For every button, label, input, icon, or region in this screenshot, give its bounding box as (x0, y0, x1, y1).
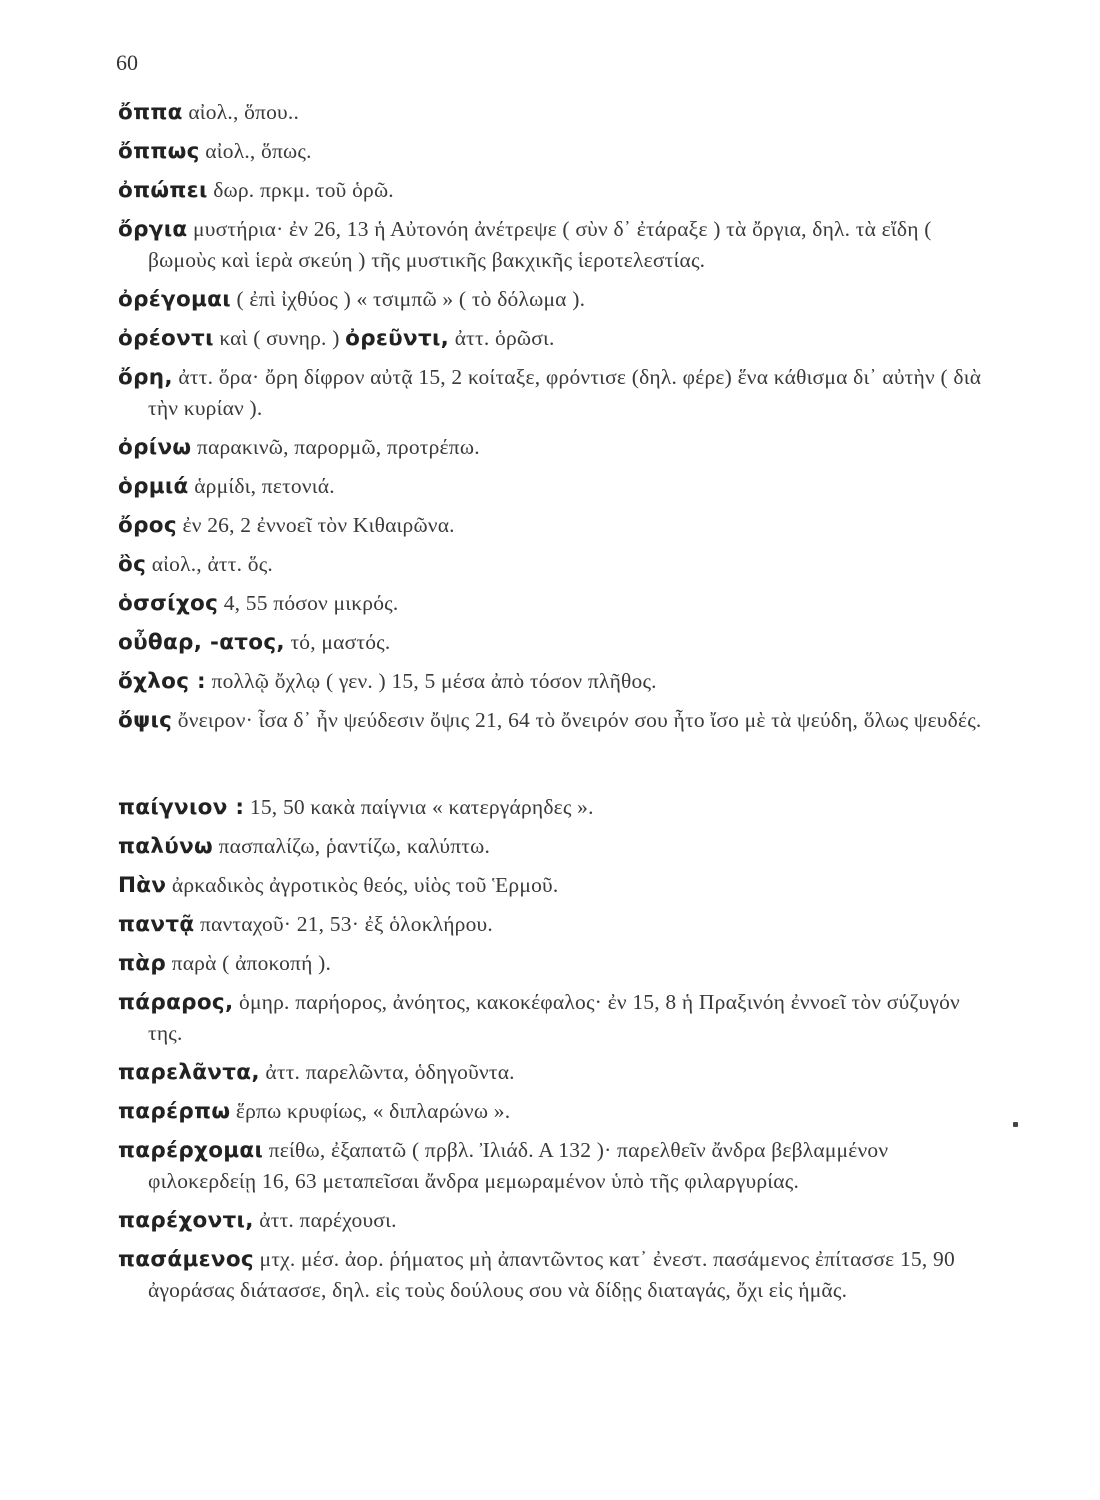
entry-lemma: ὀπώπει (118, 178, 208, 203)
entry (118, 471, 998, 502)
entry-lemma: πάραρος, (118, 990, 234, 1015)
entry-lemma: ὄχλος : (118, 669, 206, 694)
entry-definition: παρὰ ( ἀποκοπή ). (166, 951, 332, 975)
entry (118, 97, 998, 128)
entry-definition: 15, 50 κακὰ παίγνια « κατεργάρηδες ». (244, 795, 594, 819)
entry-definition: καὶ ( συνηρ. ) (213, 326, 346, 350)
entry-definition: παρακινῶ, παρορμῶ, προτρέπω. (191, 435, 480, 459)
entry (118, 1244, 998, 1306)
entry (118, 831, 998, 862)
entry-lemma: παρέχοντι, (118, 1208, 254, 1233)
entry-lemma: ὄρος (118, 513, 177, 538)
entry-lemma: πασάμενος (118, 1247, 254, 1272)
entry-definition: ( ἐπὶ ἰχθύος ) « τσιμπῶ » ( τὸ δόλωμα ). (230, 287, 586, 311)
section-omicron (118, 97, 998, 736)
entry-lemma: παντᾷ (118, 912, 195, 937)
entry-lemma: ὄππα (118, 100, 183, 125)
entry-definition: ἁρμίδι, πετονιά. (188, 474, 335, 498)
entry-lemma: ὀρέγομαι (118, 287, 231, 312)
entry (118, 432, 998, 463)
entry-lemma: παρέρχομαι (118, 1138, 264, 1163)
entry-lemma: ὄππως (118, 139, 200, 164)
entry (118, 1057, 998, 1088)
entry-definition: ἀττ. παρελῶντα, ὁδηγοῦντα. (259, 1060, 515, 1084)
entry-definition: ἀττ. παρέχουσι. (253, 1208, 397, 1232)
entry-lemma: παλύνω (118, 834, 214, 859)
entry-definition: δωρ. πρκμ. τοῦ ὁρῶ. (207, 178, 394, 202)
page-number: 60 (116, 50, 138, 75)
entry (118, 510, 998, 541)
dictionary-entries (118, 97, 998, 1314)
entry-definition: αἰολ., ὅπου.. (182, 100, 300, 124)
entry-lemma: πὰρ (118, 951, 167, 976)
section-pi (118, 792, 998, 1306)
entry-lemma: ὄρη, (118, 365, 173, 390)
entry-definition: πανταχοῦ· 21, 53· ἐξ ὁλοκλήρου. (194, 912, 493, 936)
entry-definition: ἀττ. ὅρα· ὄρη δίφρον αὐτᾷ 15, 2 κοίταξε, φρόντισε (δηλ. φέρε) ἕνα κάθισμα δι᾽ αὐτὴν ( διὰ τὴν κυρίαν ). (148, 365, 982, 420)
entry-definition: πασπαλίζω, ῥαντίζω, καλύπτω. (213, 834, 491, 858)
entry (118, 214, 998, 276)
entry-lemma: ὄργια (118, 217, 188, 242)
entry (118, 362, 998, 424)
entry-lemma: ὂς (118, 552, 147, 577)
entry (118, 987, 998, 1049)
entry (118, 909, 998, 940)
entry-definition: ἕρπω κρυφίως, « διπλαρώνω ». (230, 1099, 511, 1123)
entry-definition: αἰολ., ἀττ. ὅς. (146, 552, 273, 576)
print-speck (1013, 1122, 1018, 1127)
entry-lemma: παρέρπω (118, 1099, 231, 1124)
entry-definition: ὁμηρ. παρήορος, ἀνόητος, κακοκέφαλος· ἐν 15, 8 ἡ Πραξινόη ἐννοεῖ τὸν σύζυγόν της. (148, 990, 960, 1045)
entry (118, 666, 998, 697)
entry (118, 792, 998, 823)
entry (118, 588, 998, 619)
entry-lemma-variant: ὀρεῦντι, (345, 326, 450, 351)
entry-lemma: Πὰν (118, 873, 167, 898)
entry-definition: μυστήρια· ἐν 26, 13 ἡ Αὐτονόη ἀνέτρεψε ( σὺν δ᾽ ἐτάραξε ) τὰ ὄργια, δηλ. τὰ εἴδη ( βωμοὺς καὶ ἱερὰ σκεύη ) τῆς μυστικῆς βακχικῆς ἱεροτελεστίας. (148, 217, 932, 272)
entry (118, 175, 998, 206)
entry-definition: 4, 55 πόσον μικρός. (218, 591, 399, 615)
entry-lemma: ὁσσίχος (118, 591, 219, 616)
section-divider (118, 744, 998, 792)
entry-lemma: παίγνιον : (118, 795, 245, 820)
entry (118, 549, 998, 580)
entry-definition-variant: ἀττ. ὁρῶσι. (449, 326, 555, 350)
entry (118, 1205, 998, 1236)
entry (118, 284, 998, 315)
entry-definition: ἐν 26, 2 ἐννοεῖ τὸν Κιθαιρῶνα. (176, 513, 455, 537)
entry-lemma: ὁρμιά (118, 474, 189, 499)
entry-lemma: ὄψις (118, 708, 173, 733)
entry-lemma: παρελᾶντα, (118, 1060, 260, 1085)
entry-lemma: ὀρέοντι (118, 326, 214, 351)
entry-definition: ὄνειρον· ἶσα δ᾽ ἦν ψεύδεσιν ὄψις 21, 64 τὸ ὄνειρόν σου ἦτο ἴσο μὲ τὰ ψεύδη, ὅλως ψευδές. (172, 708, 982, 732)
entry-definition: αἰολ., ὅπως. (199, 139, 312, 163)
entry (118, 948, 998, 979)
entry-definition: ἀρκαδικὸς ἀγροτικὸς θεός, υἱὸς τοῦ Ἑρμοῦ. (166, 873, 559, 897)
entry (118, 136, 998, 167)
entry (118, 1096, 998, 1127)
entry-definition: τό, μαστός. (284, 630, 391, 654)
entry (118, 323, 998, 354)
entry-definition: πολλῷ ὄχλῳ ( γεν. ) 15, 5 μέσα ἀπὸ τόσον πλῆθος. (205, 669, 657, 693)
entry-definition: μτχ. μέσ. ἀορ. ῥήματος μὴ ἀπαντῶντος κατ᾽ ἐνεστ. πασάμενος ἐπίτασσε 15, 90 ἀγοράσας διάτασσε, δηλ. εἰς τοὺς δούλους σου νὰ δίδῃς διαταγάς, ὄχι εἰς ἡμᾶς. (148, 1247, 955, 1302)
entry-lemma: οὖθαρ, -ατος, (118, 630, 285, 655)
entry-lemma: ὀρίνω (118, 435, 192, 460)
entry-definition: πείθω, ἐξαπατῶ ( πρβλ. Ἰλιάδ. Α 132 )· παρελθεῖν ἄνδρα βεβλαμμένον φιλοκερδείῃ 16, 63 μεταπεῖσαι ἄνδρα μεμωραμένον ὑπὸ τῆς φιλαργυρίας. (148, 1138, 889, 1193)
entry (118, 870, 998, 901)
entry (118, 627, 998, 658)
entry (118, 705, 998, 736)
entry (118, 1135, 998, 1197)
